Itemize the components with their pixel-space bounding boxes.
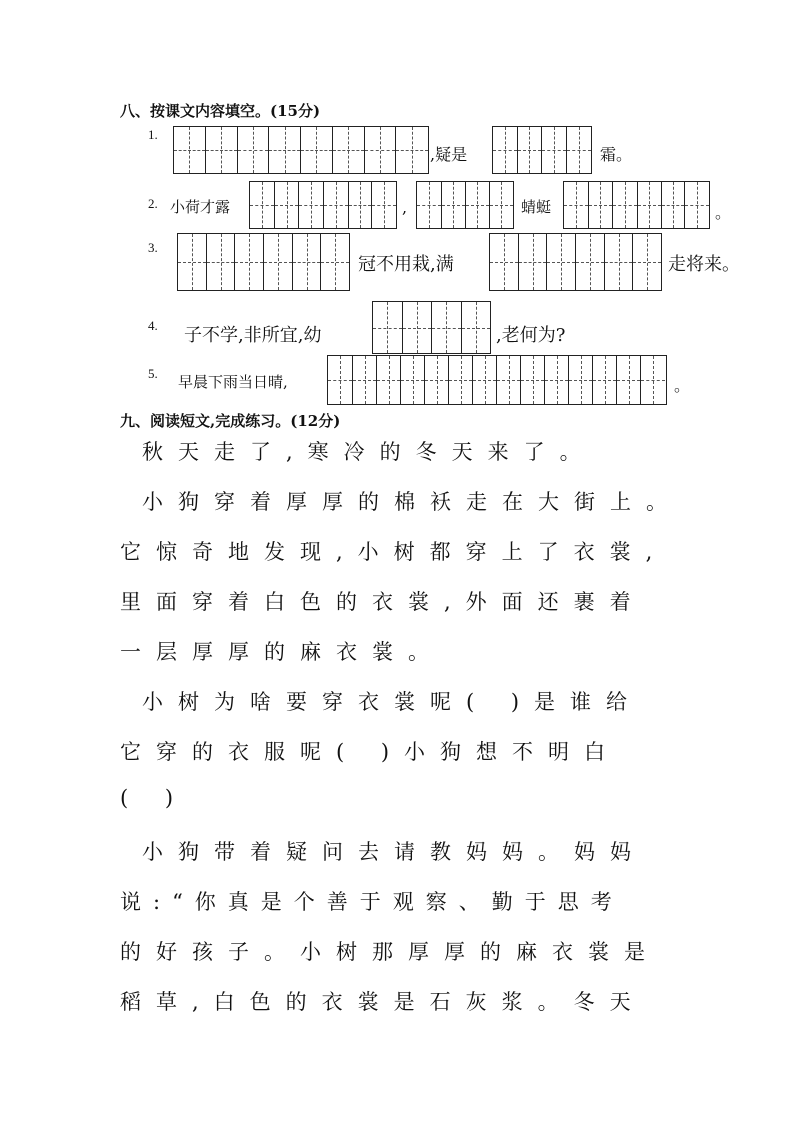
q2-comma: , <box>402 198 408 217</box>
passage-line: ( ) <box>120 786 189 810</box>
q2-start-text: 小荷才露 <box>170 198 231 216</box>
q2-answer-grid-1[interactable] <box>249 181 397 229</box>
q2-mid-text: 蜻蜓 <box>521 198 552 216</box>
section-8-heading: 八、按课文内容填空。(15分) <box>120 102 321 120</box>
q1-end-text: 霜。 <box>600 145 633 164</box>
question-4-number: 4. <box>148 318 158 333</box>
q1-mid-text: ,疑是 <box>430 145 468 164</box>
question-1-number: 1. <box>148 127 158 142</box>
q4-answer-grid[interactable] <box>372 301 491 354</box>
passage-line: 一层厚厚的麻衣裳。 <box>120 640 444 664</box>
q2-end-text: 。 <box>715 203 732 222</box>
section-9-heading: 九、阅读短文,完成练习。(12分) <box>120 412 341 430</box>
q3-answer-grid-1[interactable] <box>177 233 350 291</box>
passage-line: 小树为啥要穿衣裳呢( )是谁给 <box>142 690 643 714</box>
passage-line: 说:“你真是个善于观察、勤于思考 <box>120 890 624 914</box>
q3-end-text: 走将来。 <box>668 254 740 275</box>
passage-line: 它穿的衣服呢( )小狗想不明白 <box>120 740 621 764</box>
q3-mid-text: 冠不用栽,满 <box>358 254 454 275</box>
passage-line: 它惊奇地发现,小树都穿上了衣裳, <box>120 540 668 564</box>
q1-answer-grid-2[interactable] <box>492 126 592 174</box>
q1-answer-grid-1[interactable] <box>173 126 429 174</box>
q3-answer-grid-2[interactable] <box>489 233 662 291</box>
question-2-number: 2. <box>148 196 158 211</box>
passage-line: 的好孩子。小树那厚厚的麻衣裳是 <box>120 940 660 964</box>
passage-line: 小狗带着疑问去请教妈妈。妈妈 <box>142 840 646 864</box>
q2-answer-grid-3[interactable] <box>563 181 710 229</box>
q4-start-text: 子不学,非所宜,幼 <box>184 325 322 346</box>
passage-line: 秋天走了,寒冷的冬天来了。 <box>142 440 596 464</box>
question-3-number: 3. <box>148 240 158 255</box>
passage-line: 稻草,白色的衣裳是石灰浆。冬天 <box>120 990 646 1014</box>
q4-end-text: ,老何为? <box>496 325 566 346</box>
q5-end-text: 。 <box>674 376 691 395</box>
passage-line: 里面穿着白色的衣裳,外面还裹着 <box>120 590 646 614</box>
q2-answer-grid-2[interactable] <box>416 181 514 229</box>
q5-start-text: 早晨下雨当日晴, <box>178 373 288 391</box>
passage-line: 小狗穿着厚厚的棉袄走在大街上。 <box>142 490 682 514</box>
question-5-number: 5. <box>148 366 158 381</box>
q5-answer-grid[interactable] <box>327 355 667 405</box>
